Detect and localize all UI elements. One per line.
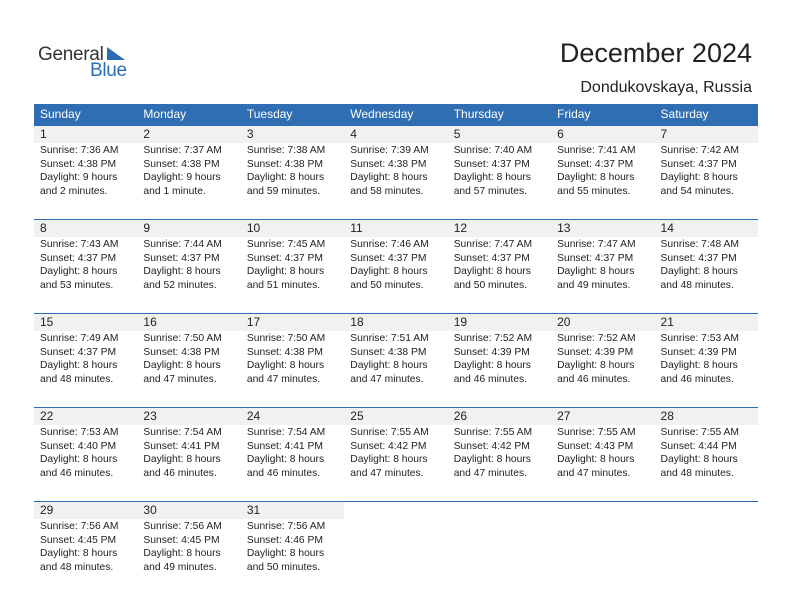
daylight-minutes: and 51 minutes. xyxy=(246,279,321,291)
daylight-minutes: and 47 minutes. xyxy=(350,373,424,385)
sunrise-time: Sunrise: 7:56 AM xyxy=(40,521,119,532)
day-number: 15 xyxy=(34,314,137,331)
week-row xyxy=(34,125,758,198)
day-details xyxy=(241,425,344,480)
week-row-cells xyxy=(34,502,758,574)
day-details xyxy=(448,143,551,198)
daylight-hours: Daylight: 8 hours xyxy=(246,548,325,559)
daylight-hours: Daylight: 8 hours xyxy=(557,454,635,465)
sunset-time: Sunset: 4:46 PM xyxy=(246,534,323,546)
day-number: 8 xyxy=(34,220,137,237)
daylight-minutes: and 52 minutes. xyxy=(143,279,217,291)
week-row-cells xyxy=(34,126,758,198)
day-cell xyxy=(551,314,654,386)
sunset-time: Sunset: 4:38 PM xyxy=(246,158,323,170)
empty-day-cell xyxy=(448,502,551,574)
day-details xyxy=(344,237,447,292)
day-number: 27 xyxy=(551,408,654,425)
day-cell xyxy=(34,126,137,198)
sunset-time: Sunset: 4:37 PM xyxy=(660,158,737,170)
daylight-hours: Daylight: 8 hours xyxy=(246,266,325,277)
sunrise-time: Sunrise: 7:38 AM xyxy=(246,145,326,156)
sunset-time: Sunset: 4:40 PM xyxy=(40,440,117,452)
sunrise-time: Sunrise: 7:40 AM xyxy=(453,145,533,156)
sunrise-time: Sunrise: 7:50 AM xyxy=(246,333,326,344)
daylight-hours: Daylight: 8 hours xyxy=(40,548,118,559)
day-number: 11 xyxy=(344,220,447,237)
week-row xyxy=(34,407,758,480)
day-details xyxy=(137,331,240,386)
logo-flag-icon xyxy=(107,47,125,61)
day-details xyxy=(241,519,344,574)
sunset-time: Sunset: 4:38 PM xyxy=(350,158,427,170)
daylight-hours: Daylight: 8 hours xyxy=(660,266,738,277)
day-number: 6 xyxy=(551,126,654,143)
weeks-container xyxy=(34,125,758,574)
day-details xyxy=(34,331,137,386)
sunrise-time: Sunrise: 7:37 AM xyxy=(143,145,222,156)
day-number: 3 xyxy=(241,126,344,143)
day-cell xyxy=(34,502,137,574)
day-number: 14 xyxy=(655,220,758,237)
sunrise-time: Sunrise: 7:42 AM xyxy=(660,145,739,156)
day-cell xyxy=(448,220,551,292)
day-cell xyxy=(137,502,240,574)
day-cell xyxy=(241,314,344,386)
day-cell xyxy=(344,314,447,386)
day-cell xyxy=(241,502,344,574)
logo-general-text: General xyxy=(38,44,104,65)
daylight-minutes: and 50 minutes. xyxy=(350,279,424,291)
sunset-time: Sunset: 4:37 PM xyxy=(557,158,634,170)
day-number: 26 xyxy=(448,408,551,425)
day-details xyxy=(344,425,447,480)
weekday-friday: Friday xyxy=(557,107,591,121)
daylight-minutes: and 49 minutes. xyxy=(557,279,631,291)
daylight-hours: Daylight: 8 hours xyxy=(350,454,428,465)
day-details xyxy=(551,237,654,292)
daylight-hours: Daylight: 8 hours xyxy=(246,454,325,465)
daylight-minutes: and 1 minute. xyxy=(143,185,206,197)
daylight-hours: Daylight: 8 hours xyxy=(557,360,635,371)
day-number: 10 xyxy=(241,220,344,237)
day-cell xyxy=(34,408,137,480)
sunset-time: Sunset: 4:37 PM xyxy=(660,252,737,264)
day-details xyxy=(344,331,447,386)
sunrise-time: Sunrise: 7:49 AM xyxy=(40,333,119,344)
day-number: 12 xyxy=(448,220,551,237)
sunrise-time: Sunrise: 7:50 AM xyxy=(143,333,222,344)
day-number: 2 xyxy=(137,126,240,143)
day-number: 17 xyxy=(241,314,344,331)
sunrise-time: Sunrise: 7:56 AM xyxy=(246,521,326,532)
daylight-minutes: and 58 minutes. xyxy=(350,185,424,197)
daylight-hours: Daylight: 8 hours xyxy=(350,360,428,371)
sunset-time: Sunset: 4:39 PM xyxy=(557,346,634,358)
daylight-hours: Daylight: 8 hours xyxy=(453,454,531,465)
sunrise-time: Sunrise: 7:46 AM xyxy=(350,239,429,250)
day-cell xyxy=(137,314,240,386)
sunset-time: Sunset: 4:39 PM xyxy=(453,346,530,358)
day-cell xyxy=(137,220,240,292)
day-cell xyxy=(344,408,447,480)
sunset-time: Sunset: 4:42 PM xyxy=(453,440,530,452)
sunset-time: Sunset: 4:41 PM xyxy=(143,440,220,452)
sunrise-time: Sunrise: 7:54 AM xyxy=(246,427,326,438)
day-number: 7 xyxy=(655,126,758,143)
weekday-saturday: Saturday xyxy=(660,107,709,121)
daylight-hours: Daylight: 8 hours xyxy=(660,360,738,371)
daylight-hours: Daylight: 8 hours xyxy=(40,360,118,371)
daylight-minutes: and 48 minutes. xyxy=(660,279,734,291)
daylight-hours: Daylight: 9 hours xyxy=(143,172,221,183)
daylight-minutes: and 46 minutes. xyxy=(246,467,321,479)
day-details xyxy=(137,143,240,198)
daylight-hours: Daylight: 9 hours xyxy=(40,172,118,183)
daylight-minutes: and 49 minutes. xyxy=(143,561,217,573)
day-details xyxy=(448,237,551,292)
daylight-minutes: and 2 minutes. xyxy=(40,185,108,197)
week-row xyxy=(34,501,758,574)
day-number: 1 xyxy=(34,126,137,143)
day-cell xyxy=(551,126,654,198)
day-number: 24 xyxy=(241,408,344,425)
sunset-time: Sunset: 4:37 PM xyxy=(453,252,530,264)
daylight-hours: Daylight: 8 hours xyxy=(350,266,428,277)
daylight-minutes: and 48 minutes. xyxy=(40,373,114,385)
day-details xyxy=(241,237,344,292)
day-number: 16 xyxy=(137,314,240,331)
day-cell xyxy=(137,408,240,480)
day-number: 19 xyxy=(448,314,551,331)
location-label: Dondukovskaya, Russia xyxy=(580,79,752,96)
sunset-time: Sunset: 4:37 PM xyxy=(453,158,530,170)
sunrise-time: Sunrise: 7:52 AM xyxy=(453,333,533,344)
day-details xyxy=(551,331,654,386)
daylight-hours: Daylight: 8 hours xyxy=(143,454,221,465)
sunset-time: Sunset: 4:38 PM xyxy=(143,346,220,358)
day-details xyxy=(344,143,447,198)
sunrise-time: Sunrise: 7:44 AM xyxy=(143,239,222,250)
sunrise-time: Sunrise: 7:54 AM xyxy=(143,427,222,438)
day-number: 21 xyxy=(655,314,758,331)
sunrise-time: Sunrise: 7:55 AM xyxy=(453,427,533,438)
day-cell xyxy=(655,408,758,480)
empty-day-cell xyxy=(655,502,758,574)
day-cell xyxy=(448,126,551,198)
sunset-time: Sunset: 4:37 PM xyxy=(40,252,117,264)
sunset-time: Sunset: 4:42 PM xyxy=(350,440,427,452)
sunrise-time: Sunrise: 7:47 AM xyxy=(453,239,533,250)
sunrise-time: Sunrise: 7:48 AM xyxy=(660,239,739,250)
day-cell xyxy=(34,314,137,386)
day-cell xyxy=(655,314,758,386)
day-cell xyxy=(34,220,137,292)
sunset-time: Sunset: 4:37 PM xyxy=(143,252,220,264)
daylight-hours: Daylight: 8 hours xyxy=(40,266,118,277)
weekday-sunday: Sunday xyxy=(40,107,81,121)
day-number: 13 xyxy=(551,220,654,237)
daylight-minutes: and 55 minutes. xyxy=(557,185,631,197)
weekday-wednesday: Wednesday xyxy=(350,107,414,121)
day-details xyxy=(34,425,137,480)
daylight-minutes: and 46 minutes. xyxy=(40,467,114,479)
sunset-time: Sunset: 4:45 PM xyxy=(143,534,220,546)
sunset-time: Sunset: 4:41 PM xyxy=(246,440,323,452)
sunrise-time: Sunrise: 7:51 AM xyxy=(350,333,429,344)
sunset-time: Sunset: 4:38 PM xyxy=(40,158,117,170)
day-number: 25 xyxy=(344,408,447,425)
sunrise-time: Sunrise: 7:53 AM xyxy=(40,427,119,438)
daylight-minutes: and 47 minutes. xyxy=(143,373,217,385)
daylight-hours: Daylight: 8 hours xyxy=(350,172,428,183)
day-cell xyxy=(655,126,758,198)
daylight-minutes: and 47 minutes. xyxy=(350,467,424,479)
daylight-minutes: and 48 minutes. xyxy=(660,467,734,479)
day-cell xyxy=(551,408,654,480)
sunset-time: Sunset: 4:37 PM xyxy=(246,252,323,264)
day-number: 31 xyxy=(241,502,344,519)
sunrise-time: Sunrise: 7:53 AM xyxy=(660,333,739,344)
daylight-minutes: and 46 minutes. xyxy=(453,373,527,385)
page-title: December 2024 xyxy=(559,38,752,68)
empty-day-cell xyxy=(344,502,447,574)
daylight-hours: Daylight: 8 hours xyxy=(453,360,531,371)
day-cell xyxy=(241,408,344,480)
day-details xyxy=(448,425,551,480)
sunset-time: Sunset: 4:45 PM xyxy=(40,534,117,546)
day-details xyxy=(137,519,240,574)
day-cell xyxy=(344,126,447,198)
week-row-cells xyxy=(34,408,758,480)
day-details xyxy=(241,331,344,386)
daylight-minutes: and 50 minutes. xyxy=(453,279,527,291)
week-row xyxy=(34,313,758,386)
day-details xyxy=(551,143,654,198)
sunset-time: Sunset: 4:37 PM xyxy=(350,252,427,264)
daylight-hours: Daylight: 8 hours xyxy=(143,360,221,371)
daylight-hours: Daylight: 8 hours xyxy=(557,172,635,183)
sunrise-time: Sunrise: 7:43 AM xyxy=(40,239,119,250)
sunrise-time: Sunrise: 7:47 AM xyxy=(557,239,636,250)
daylight-hours: Daylight: 8 hours xyxy=(40,454,118,465)
weekday-header xyxy=(34,104,758,125)
sunrise-time: Sunrise: 7:52 AM xyxy=(557,333,636,344)
empty-day-cell xyxy=(551,502,654,574)
sunrise-time: Sunrise: 7:41 AM xyxy=(557,145,636,156)
daylight-minutes: and 46 minutes. xyxy=(660,373,734,385)
day-details xyxy=(241,143,344,198)
sunset-time: Sunset: 4:43 PM xyxy=(557,440,634,452)
sunset-time: Sunset: 4:38 PM xyxy=(246,346,323,358)
sunrise-time: Sunrise: 7:36 AM xyxy=(40,145,119,156)
daylight-minutes: and 57 minutes. xyxy=(453,185,527,197)
calendar-grid xyxy=(34,104,758,574)
daylight-minutes: and 54 minutes. xyxy=(660,185,734,197)
day-details xyxy=(655,143,758,198)
day-cell xyxy=(448,408,551,480)
day-number: 20 xyxy=(551,314,654,331)
sunset-time: Sunset: 4:44 PM xyxy=(660,440,737,452)
day-number: 9 xyxy=(137,220,240,237)
day-cell xyxy=(241,126,344,198)
sunrise-time: Sunrise: 7:55 AM xyxy=(660,427,739,438)
day-number: 29 xyxy=(34,502,137,519)
brand-logo xyxy=(38,44,138,82)
day-details xyxy=(34,237,137,292)
sunrise-time: Sunrise: 7:55 AM xyxy=(350,427,429,438)
day-number: 28 xyxy=(655,408,758,425)
day-number: 4 xyxy=(344,126,447,143)
day-cell xyxy=(241,220,344,292)
daylight-hours: Daylight: 8 hours xyxy=(143,548,221,559)
day-details xyxy=(448,331,551,386)
day-details xyxy=(137,425,240,480)
day-details xyxy=(655,425,758,480)
daylight-minutes: and 48 minutes. xyxy=(40,561,114,573)
week-row-cells xyxy=(34,314,758,386)
logo-blue-text: Blue xyxy=(90,60,127,81)
daylight-hours: Daylight: 8 hours xyxy=(660,172,738,183)
sunrise-time: Sunrise: 7:56 AM xyxy=(143,521,222,532)
daylight-minutes: and 53 minutes. xyxy=(40,279,114,291)
day-number: 18 xyxy=(344,314,447,331)
daylight-minutes: and 59 minutes. xyxy=(246,185,321,197)
day-number: 5 xyxy=(448,126,551,143)
day-number: 23 xyxy=(137,408,240,425)
daylight-hours: Daylight: 8 hours xyxy=(453,172,531,183)
sunset-time: Sunset: 4:38 PM xyxy=(350,346,427,358)
day-details xyxy=(137,237,240,292)
day-cell xyxy=(551,220,654,292)
daylight-minutes: and 47 minutes. xyxy=(453,467,527,479)
daylight-hours: Daylight: 8 hours xyxy=(246,172,325,183)
sunrise-time: Sunrise: 7:45 AM xyxy=(246,239,326,250)
day-details xyxy=(551,425,654,480)
day-cell xyxy=(655,220,758,292)
day-details xyxy=(655,237,758,292)
weekday-tuesday: Tuesday xyxy=(246,107,293,121)
weekday-thursday: Thursday xyxy=(453,107,504,121)
sunset-time: Sunset: 4:38 PM xyxy=(143,158,220,170)
daylight-minutes: and 50 minutes. xyxy=(246,561,321,573)
day-cell xyxy=(448,314,551,386)
sunrise-time: Sunrise: 7:55 AM xyxy=(557,427,636,438)
daylight-hours: Daylight: 8 hours xyxy=(246,360,325,371)
day-number: 22 xyxy=(34,408,137,425)
sunrise-time: Sunrise: 7:39 AM xyxy=(350,145,429,156)
daylight-minutes: and 47 minutes. xyxy=(246,373,321,385)
week-row-cells xyxy=(34,220,758,292)
sunset-time: Sunset: 4:37 PM xyxy=(557,252,634,264)
day-number: 30 xyxy=(137,502,240,519)
sunset-time: Sunset: 4:37 PM xyxy=(40,346,117,358)
daylight-hours: Daylight: 8 hours xyxy=(453,266,531,277)
day-details xyxy=(34,143,137,198)
weekday-monday: Monday xyxy=(143,107,187,121)
day-details xyxy=(655,331,758,386)
daylight-hours: Daylight: 8 hours xyxy=(660,454,738,465)
day-cell xyxy=(137,126,240,198)
week-row xyxy=(34,219,758,292)
daylight-minutes: and 47 minutes. xyxy=(557,467,631,479)
daylight-hours: Daylight: 8 hours xyxy=(557,266,635,277)
daylight-minutes: and 46 minutes. xyxy=(557,373,631,385)
sunset-time: Sunset: 4:39 PM xyxy=(660,346,737,358)
daylight-minutes: and 46 minutes. xyxy=(143,467,217,479)
daylight-hours: Daylight: 8 hours xyxy=(143,266,221,277)
day-details xyxy=(34,519,137,574)
day-cell xyxy=(344,220,447,292)
